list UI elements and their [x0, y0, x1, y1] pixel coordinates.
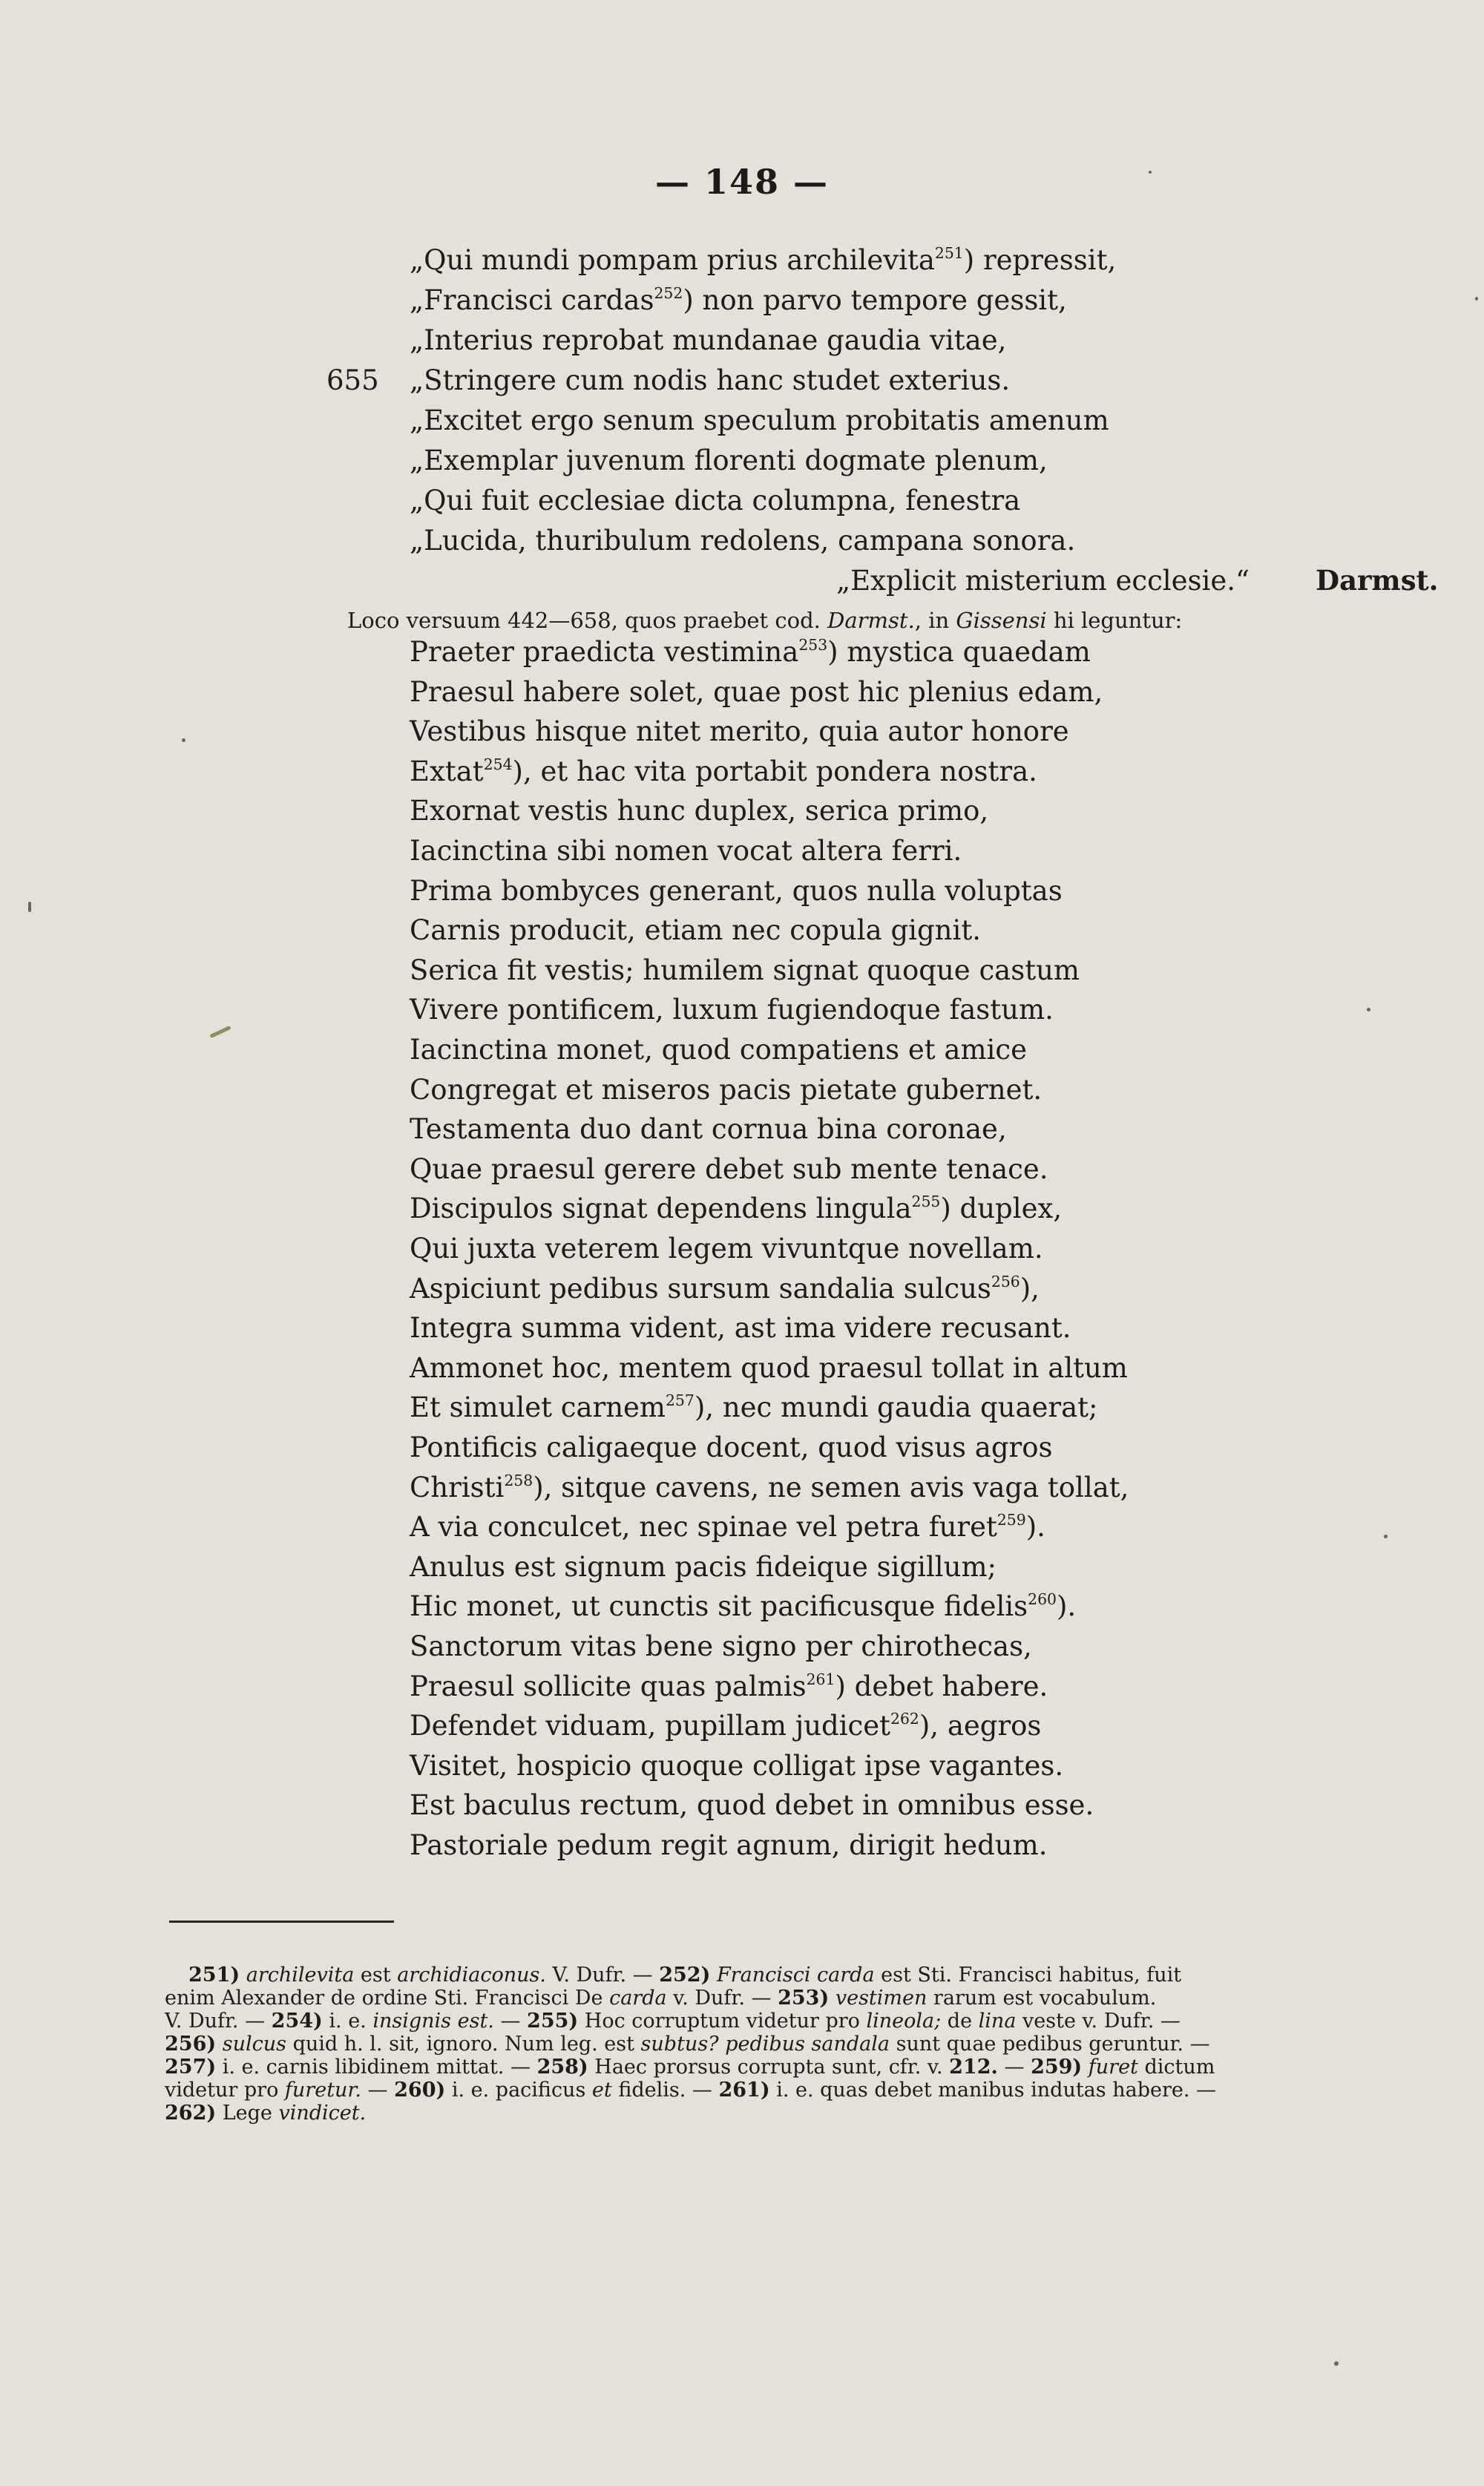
verse-line [410, 1791, 1094, 1819]
footnote-ref: 254 [483, 755, 513, 773]
paper-speck [209, 1026, 231, 1038]
footnote-ref: 257 [666, 1391, 695, 1409]
footnote-line: 256) sulcus quid h. l. sit, ignoro. Num leg. est subtus? pedibus sandala sunt quae pedibus geruntur. — [165, 2033, 1210, 2056]
footnote-line: videtur pro furetur. — 260) i. e. pacificus et fidelis. — 261) i. e. quas debet manibus indutas habere. — [165, 2079, 1217, 2102]
verse-text: Ammonet hoc, mentem quod praesul tollat in altum [410, 1352, 1128, 1384]
verse-text: Prima bombyces generant, quos nulla voluptas [410, 875, 1063, 907]
verse-text: Christi [410, 1472, 505, 1503]
verse-text: Iacinctina monet, quod compatiens et amice [410, 1034, 1027, 1066]
verse-text: ) non parvo tempore gessit, [683, 284, 1067, 316]
verse-text: ), [1020, 1273, 1040, 1305]
verse-text: Vivere pontificem, luxum fugiendoque fastum. [410, 994, 1054, 1026]
verse-text: Pontificis caligaeque docent, quod visus agros [410, 1431, 1053, 1463]
footnote-ref: 260 [1028, 1590, 1057, 1608]
manuscript-siglum: Darmst. [1316, 564, 1439, 597]
verse-text: Extat [410, 755, 484, 787]
footnote-line: 262) Lege vindicet. [165, 2102, 367, 2125]
verse-text: ) duplex, [940, 1193, 1063, 1224]
variant-intro: Loco versuum 442—658, quos praebet cod. Darmst., in Gissensi hi leguntur: [347, 608, 1183, 633]
verse-line [410, 755, 1037, 787]
verse-text: Hic monet, ut cunctis sit pacificusque fidelis [410, 1590, 1028, 1622]
verse-line: „Exemplar juvenum florenti dogmate plenum, [410, 445, 1048, 476]
verse-line [410, 994, 1054, 1026]
verse-line: „Excitet ergo senum speculum probitatis amenum [410, 404, 1109, 436]
paper-speck [182, 738, 186, 742]
verse-text: ), nec mundi gaudia quaerat; [694, 1391, 1098, 1423]
paper-speck [1384, 1535, 1388, 1538]
verse-line [410, 1471, 1129, 1503]
verse-text: Integra summa vident, ast ima videre recusant. [410, 1312, 1071, 1344]
verse-line: „Interius reprobat mundanae gaudia vitae, [410, 324, 1007, 356]
verse-line [410, 1752, 1063, 1780]
verse-text: ), et hac vita portabit pondera nostra. [512, 755, 1037, 787]
verse-line: „Lucida, thuribulum redolens, campana sonora. [410, 525, 1076, 557]
verse-line [410, 715, 1069, 747]
verse-line [410, 916, 981, 944]
verse-text: Congregat et miseros pacis pietate gubernet. [410, 1074, 1043, 1106]
footnote-ref: 256 [991, 1272, 1020, 1290]
verse-text: Aspiciunt pedibus sursum sandalia sulcus [410, 1273, 991, 1305]
verse-line [410, 1391, 1098, 1423]
line-number: 655 [326, 364, 379, 396]
verse-text: Defendet viduam, pupillam judicet [410, 1710, 891, 1742]
verse-text: Anulus est signum pacis fideique sigillum; [410, 1551, 997, 1583]
footnote-line: enim Alexander de ordine Sti. Francisci De carda v. Dufr. — 253) vestimen rarum est vocabulum. [165, 1987, 1157, 2010]
verse-line [410, 877, 1063, 905]
verse-text: Exornat vestis hunc duplex, serica primo, [410, 795, 989, 827]
verse-text: Est baculus rectum, quod debet in omnibus esse. [410, 1789, 1094, 1821]
verse-text: ) mystica quaedam [827, 636, 1091, 668]
verse-line [410, 795, 989, 827]
paper-speck [28, 902, 31, 912]
verse-line [410, 1831, 1047, 1859]
verse-line [410, 1314, 1071, 1342]
verse-text: ), aegros [919, 1710, 1042, 1742]
verse-text: Pastoriale pedum regit agnum, dirigit hedum. [410, 1829, 1048, 1861]
verse-line [410, 1034, 1027, 1066]
verse-line [410, 635, 1091, 668]
paper-speck [1334, 2361, 1339, 2366]
footnote-line: V. Dufr. — 254) i. e. insignis est. — 255) Hoc corruptum videtur pro lineola; de lina veste v. Dufr. — [165, 2010, 1181, 2033]
verse-line [410, 1670, 1048, 1702]
footnote-ref: 258 [504, 1471, 533, 1489]
verse-text: Qui juxta veterem legem vivuntque novellam. [410, 1233, 1043, 1265]
verse-text: Vestibus hisque nitet merito, quia autor honore [410, 715, 1069, 747]
verse-text: „Qui mundi pompam prius archilevita [410, 244, 935, 276]
verse-line: „Qui fuit ecclesiae dicta columpna, fenestra [410, 485, 1021, 516]
verse-line: „Stringere cum nodis hanc studet exterius. [410, 364, 1011, 396]
footnote-ref: 252 [654, 283, 683, 302]
verse-line [410, 1155, 1048, 1183]
footnote-ref: 255 [911, 1192, 941, 1210]
verse-line [410, 1590, 1077, 1622]
verse-line [410, 678, 1103, 706]
verse-line [410, 1510, 1045, 1543]
verse-text: ) repressit, [963, 244, 1117, 276]
verse-text: „Francisci cardas [410, 284, 654, 316]
verse-text: Iacinctina sibi nomen vocat altera ferri. [410, 835, 962, 867]
page-number: — 148 — [654, 162, 830, 202]
footnote-line: 251) archilevita est archidiaconus. V. Dufr. — 252) Francisci carda est Sti. Francisci habitus, fuit [188, 1964, 1182, 1987]
verse-line [410, 283, 1067, 316]
footnote-rule [169, 1921, 394, 1923]
paper-speck [1367, 1008, 1370, 1011]
footnote-ref: 259 [997, 1510, 1026, 1529]
verse-text: Visitet, hospicio quoque colligat ipse vagantes. [410, 1750, 1064, 1782]
footnote-ref: 253 [798, 635, 828, 654]
verse-line [410, 1272, 1040, 1305]
paper-speck [1149, 171, 1152, 174]
verse-line [410, 243, 1117, 276]
verse-line [410, 1115, 1007, 1143]
verse-line [410, 837, 962, 865]
explicit-line: „Explicit misterium ecclesie.“ [836, 565, 1250, 597]
verse-line [410, 1630, 1032, 1662]
verse-text: Discipulos signat dependens lingula [410, 1193, 912, 1224]
paper-speck [1475, 297, 1478, 301]
verse-text: Testamenta duo dant cornua bina coronae, [410, 1113, 1007, 1145]
verse-line [410, 1709, 1042, 1742]
verse-line [410, 1354, 1128, 1382]
footnote-ref: 261 [806, 1670, 835, 1688]
verse-text: Sanctorum vitas bene signo per chirothecas, [410, 1630, 1032, 1662]
verse-text: Serica fit vestis; humilem signat quoque castum [410, 954, 1080, 986]
verse-line [410, 954, 1080, 986]
verse-text: ), sitque cavens, ne semen avis vaga tollat, [533, 1472, 1129, 1503]
verse-text: ). [1025, 1511, 1045, 1543]
footnote-ref: 262 [890, 1709, 919, 1728]
verse-text: Carnis producit, etiam nec copula gignit. [410, 914, 981, 946]
verse-text: ) debet habere. [835, 1670, 1048, 1702]
footnote-ref: 251 [934, 243, 964, 262]
verse-text: Praesul habere solet, quae post hic plenius edam, [410, 676, 1103, 708]
verse-line [410, 1233, 1043, 1265]
verse-text: Praesul sollicite quas palmis [410, 1670, 807, 1702]
verse-line [410, 1553, 997, 1581]
footnote-line: 257) i. e. carnis libidinem mittat. — 258) Haec prorsus corrupta sunt, cfr. v. 212. — 259) furet dictum [165, 2056, 1215, 2079]
verse-text: Et simulet carnem [410, 1391, 666, 1423]
verse-line [410, 1431, 1053, 1463]
verse-line [410, 1074, 1043, 1106]
verse-text: Praeter praedicta vestimina [410, 636, 799, 668]
verse-line [410, 1192, 1063, 1224]
verse-text: Quae praesul gerere debet sub mente tenace. [410, 1153, 1048, 1185]
verse-text: ). [1056, 1590, 1077, 1622]
verse-text: A via conculcet, nec spinae vel petra furet [410, 1511, 997, 1543]
